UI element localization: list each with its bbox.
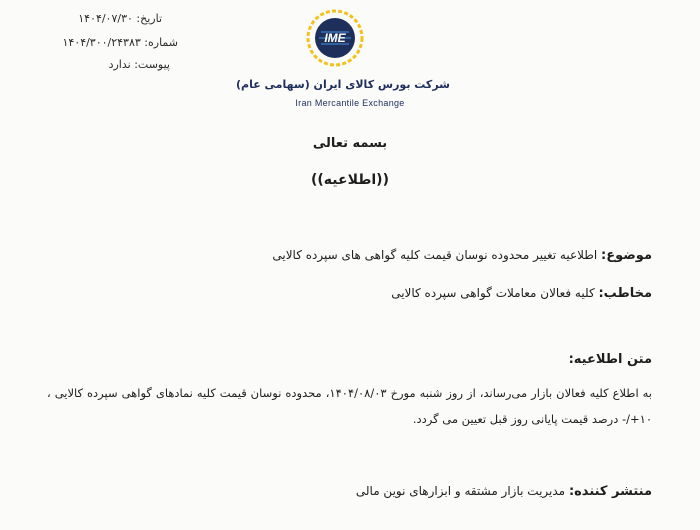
attachment-value: ندارد (108, 58, 131, 71)
recipient-line (391, 286, 652, 301)
number-value: ۱۴۰۴/۳۰۰/۲۴۳۸۳ (62, 36, 141, 49)
subject-line (272, 248, 652, 263)
publisher-label: منتشر کننده: (568, 484, 652, 499)
subject-text: اطلاعیه تغییر محدوده نوسان قیمت کلیه گواهی های سپرده کالایی (272, 248, 598, 262)
date-value: ۱۴۰۴/۰۷/۳۰ (78, 12, 133, 25)
body-paragraph: به اطلاع کلیه فعالان بازار می‌رساند، از روز شنبه مورخ ۱۴۰۴/۰۸/۰۳، محدوده نوسان قیمت کلیه نمادهای گواهی سپرده کالایی ، ۱۰+/- درصد قیمت پایانی روز قبل تعیین می گردد. (47, 386, 653, 426)
recipient-text: کلیه فعالان معاملات گواهی سپرده کالایی (391, 286, 595, 300)
subject-label: موضوع: (601, 248, 652, 263)
publisher-line (356, 484, 652, 499)
invocation-heading: بسمه تعالی (312, 136, 388, 151)
body-title: متن اطلاعیه: (568, 352, 652, 367)
number-line (50, 36, 178, 49)
attachment-label: پیوست: (134, 58, 170, 71)
date-label: تاریخ: (136, 12, 162, 25)
date-line (70, 12, 162, 25)
company-name-fa: شرکت بورس کالای ایران (سهامی عام) (235, 78, 450, 91)
ime-logo-icon (305, 8, 365, 68)
publisher-text: مدیریت بازار مشتقه و ابزارهای نوین مالی (355, 484, 566, 498)
number-label: شماره: (144, 36, 178, 49)
attachment-line (90, 58, 170, 71)
announcement-heading: ((اطلاعیه)) (311, 172, 389, 188)
body-title-line (569, 352, 652, 367)
company-name-en: Iran Mercantile Exchange (295, 98, 405, 108)
recipient-label: مخاطب: (598, 286, 652, 301)
logo-mark-text: IME (324, 31, 346, 45)
